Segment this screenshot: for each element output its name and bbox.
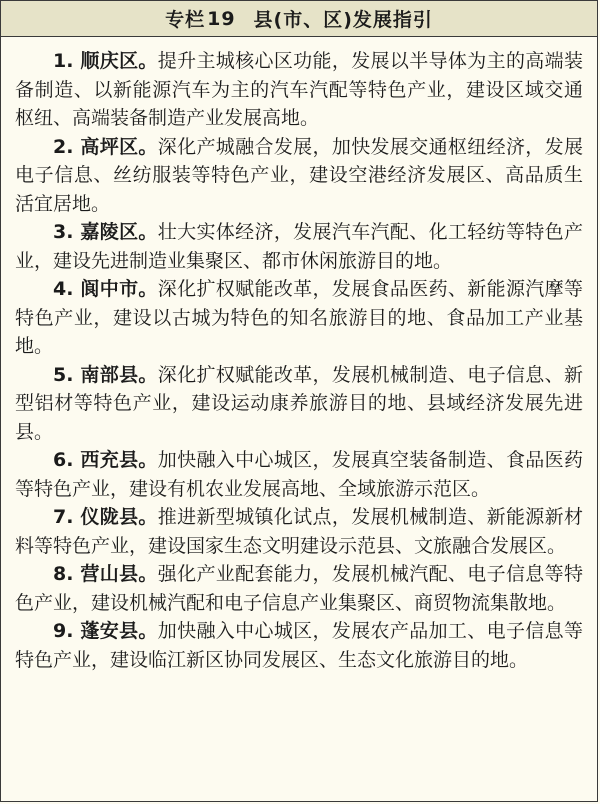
header-label: 专栏 [165,9,206,31]
entry-lead: 6. 西充县。 [53,449,158,471]
entry-text: 加快融入中心城区，发展农产品加工、电子信息等特色产业，建设临江新区协同发展区、生态文化旅游目的地。 [15,620,583,671]
entry-text: 深化扩权赋能改革，发展机械制造、电子信息、新型铝材等特色产业，建设运动康养旅游目的地、县域经济发展先进县。 [15,363,583,443]
box-content [1,37,597,674]
entry-lead: 2. 高坪区。 [53,135,158,158]
entry-yingshan [15,560,583,617]
entry-lead: 7. 仪陇县。 [53,506,158,528]
entry-lead: 4. 阆中市。 [53,278,158,300]
entry-langzhong [15,275,583,361]
entry-pengan [15,617,583,674]
entry-text: 深化产城融合发展，加快发展交通枢纽经济，发展电子信息、丝纺服装等特色产业，建设空港经济发展区、高品质生活宜居地。 [15,135,583,215]
entry-text: 提升主城核心区功能，发展以半导体为主的高端装备制造、以新能源汽车为主的汽车汽配等特色产业，建设区域交通枢纽、高端装备制造产业发展高地。 [15,50,583,129]
entry-text: 壮大实体经济，发展汽车汽配、化工轻纺等特色产业，建设先进制造业集聚区、都市休闲旅游目的地。 [15,221,583,272]
entry-text: 加快融入中心城区，发展真空装备制造、食品医药等特色产业，建设有机农业发展高地、全域旅游示范区。 [15,449,583,500]
entry-shunqing [15,47,583,133]
box-header [1,1,597,37]
header-number: 19 [207,7,236,30]
entry-lead: 5. 南部县。 [53,363,158,386]
entry-xichong [15,446,583,503]
entry-jialing [15,218,583,275]
header-title: 县(市、区)发展指引 [253,9,433,31]
entry-gaoping [15,133,583,219]
entry-nanbu [15,361,583,447]
entry-lead: 9. 蓬安县。 [53,620,158,642]
entry-text: 强化产业配套能力，发展机械汽配、电子信息等特色产业，建设机械汽配和电子信息产业集聚区、商贸物流集散地。 [15,563,583,614]
entry-lead: 8. 营山县。 [53,563,158,585]
entry-text: 推进新型城镇化试点，发展机械制造、新能源新材料等特色产业，建设国家生态文明建设示范县、文旅融合发展区。 [15,506,583,557]
entry-text: 深化扩权赋能改革，发展食品医药、新能源汽摩等特色产业，建设以古城为特色的知名旅游目的地、食品加工产业基地。 [15,278,583,357]
entry-lead: 3. 嘉陵区。 [53,221,158,243]
entry-lead: 1. 顺庆区。 [53,50,158,72]
entry-yilong [15,503,583,560]
